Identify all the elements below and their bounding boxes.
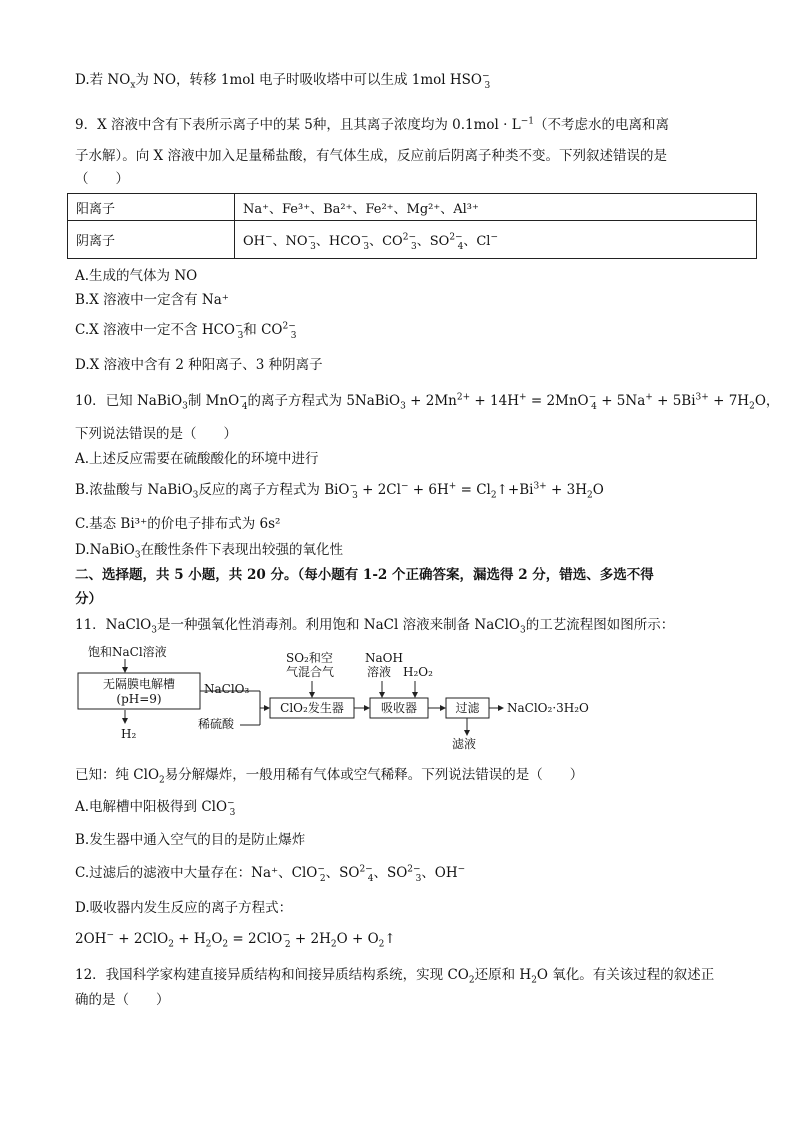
- flow-filtrate-label: 滤液: [452, 737, 477, 751]
- section-2-title-cont: 分）: [75, 591, 102, 607]
- flow-feed-label: 饱和NaCl溶液: [88, 645, 167, 659]
- q9-option-a: A.生成的气体为 NO: [75, 268, 198, 284]
- q9-option-c: C.X 溶液中一定不含 $HCO^-_3$和 $CO^{2-}_3$: [75, 321, 297, 341]
- flow-naoh-label-2: 溶液: [367, 665, 392, 679]
- flow-electrolyzer-ph: (pH=9): [116, 692, 162, 706]
- q11-option-c: C.过滤后的滤液中大量存在：Na⁺、ClO−$_2$、$SO^{2-}_4$、$SO^{2-}_3$、OH−: [75, 864, 466, 884]
- q11-option-d-equation: $2OH^- + 2ClO_2 + H_2O_2 = 2ClO^-_2 + 2H_2O$ + $O_2↑$: [75, 930, 396, 950]
- flow-gas-label-2: 气混合气: [286, 665, 335, 679]
- q11-stem: 11．NaClO$_3$是一种强氧化性消毒剂。利用饱和 NaCl 溶液来制备 NaClO$_3$的工艺流程图如图所示：: [75, 617, 675, 636]
- flow-electrolyzer-label: 无隔膜电解槽: [102, 677, 175, 691]
- q11-option-a: A.电解槽中阳极得到 ClO−$_3$: [75, 798, 236, 818]
- q9-stem-line-2: 子水解）。向 X 溶液中加入足量稀盐酸，有气体生成，反应前后阴离子种类不变。下列叙述错误的是: [75, 148, 667, 164]
- q11-known-condition: 已知：纯 ClO$_2$易分解爆炸，一般用稀有气体或空气稀释。下列说法错误的是（ ）: [75, 767, 584, 786]
- flow-filter-label: 过滤: [455, 701, 480, 715]
- cation-row: [68, 194, 757, 221]
- anion-row: [68, 221, 757, 259]
- section-2-title: 二、选择题，共 5 小题，共 20 分。（每小题有 1-2 个正确答案，漏选得 2 分，错选、多选不得: [75, 567, 654, 583]
- cation-label: 阳离子: [68, 194, 235, 221]
- q10-stem-line-1: 10．已知 NaBiO$_3$制 MnO−$_4$的离子方程式为 5NaBiO$_3$ + $2Mn^{2+} + 14H^+ = 2MnO^-_4 + 5Na^+ + 5Bi^{3+} + 7H_2O$，: [75, 392, 780, 412]
- q9-answer-blank: （ ）: [75, 171, 129, 187]
- flow-gas-label-1: SO₂和空: [286, 651, 333, 665]
- q10-option-c: C.基态 Bi³⁺的价电子排布式为 6s²: [75, 516, 281, 532]
- flow-naoh-label-1: NaOH: [365, 651, 403, 665]
- flow-product-label: NaClO₂·3H₂O: [507, 701, 589, 715]
- q11-option-d: D.吸收器内发生反应的离子方程式：: [75, 900, 293, 916]
- flow-absorber-label: 吸收器: [380, 701, 417, 715]
- flow-h2-label: H₂: [121, 727, 137, 741]
- flow-naclo3-label: NaClO₃: [204, 682, 250, 696]
- anion-label: 阴离子: [68, 221, 235, 259]
- q10-option-d: D.NaBiO$_3$在酸性条件下表现出较强的氧化性: [75, 542, 344, 561]
- flow-acid-label: 稀硫酸: [198, 717, 235, 731]
- cation-values: Na⁺、Fe³⁺、Ba²⁺、Fe²⁺、Mg²⁺、Al³⁺: [235, 194, 757, 221]
- anion-values: OH−、$NO^-_3$、$HCO^-_3$、$CO^{2-}_3$、$SO^{2-}_4$、Cl−: [235, 221, 757, 259]
- q10-stem-line-2: 下列说法错误的是（ ）: [75, 426, 237, 442]
- q9-option-d: D.X 溶液中含有 2 种阳离子、3 种阴离子: [75, 357, 323, 373]
- q9-ion-table: [67, 193, 757, 259]
- q11-option-b: B.发生器中通入空气的目的是防止爆炸: [75, 832, 306, 848]
- q9-stem-line-1: 9．X 溶液中含有下表所示离子中的某 5种，且其离子浓度均为 $0.1mol \cdot L^{-1}$（不考虑水的电离和离: [75, 116, 669, 133]
- q10-option-a: A.上述反应需要在硫酸酸化的环境中进行: [75, 451, 319, 467]
- flow-h2o2-label: H₂O₂: [403, 665, 433, 679]
- q12-stem-line-1: 12．我国科学家构建直接异质结构和间接异质结构系统，实现 $CO_2$还原和 $H_2O$ 氧化。有关该过程的叙述正: [75, 967, 715, 986]
- q11-process-flow-diagram: [70, 643, 630, 755]
- q12-stem-line-2: 确的是（ ）: [75, 992, 170, 1008]
- q9-option-b: B.X 溶液中一定含有 Na⁺: [75, 292, 229, 308]
- flow-generator-label: ClO₂发生器: [280, 701, 344, 715]
- q8-option-d: D.若 $NO_x$为 NO，转移 1mol 电子时吸收塔中可以生成 1mol $HSO^-_3$: [75, 71, 491, 91]
- q10-option-b: B.浓盐酸与 NaBiO$_3$反应的离子方程式为 $BiO^-_3 + 2Cl^- + 6H^+ = Cl_2↑+Bi^{3+} + 3H_2O$: [75, 481, 604, 501]
